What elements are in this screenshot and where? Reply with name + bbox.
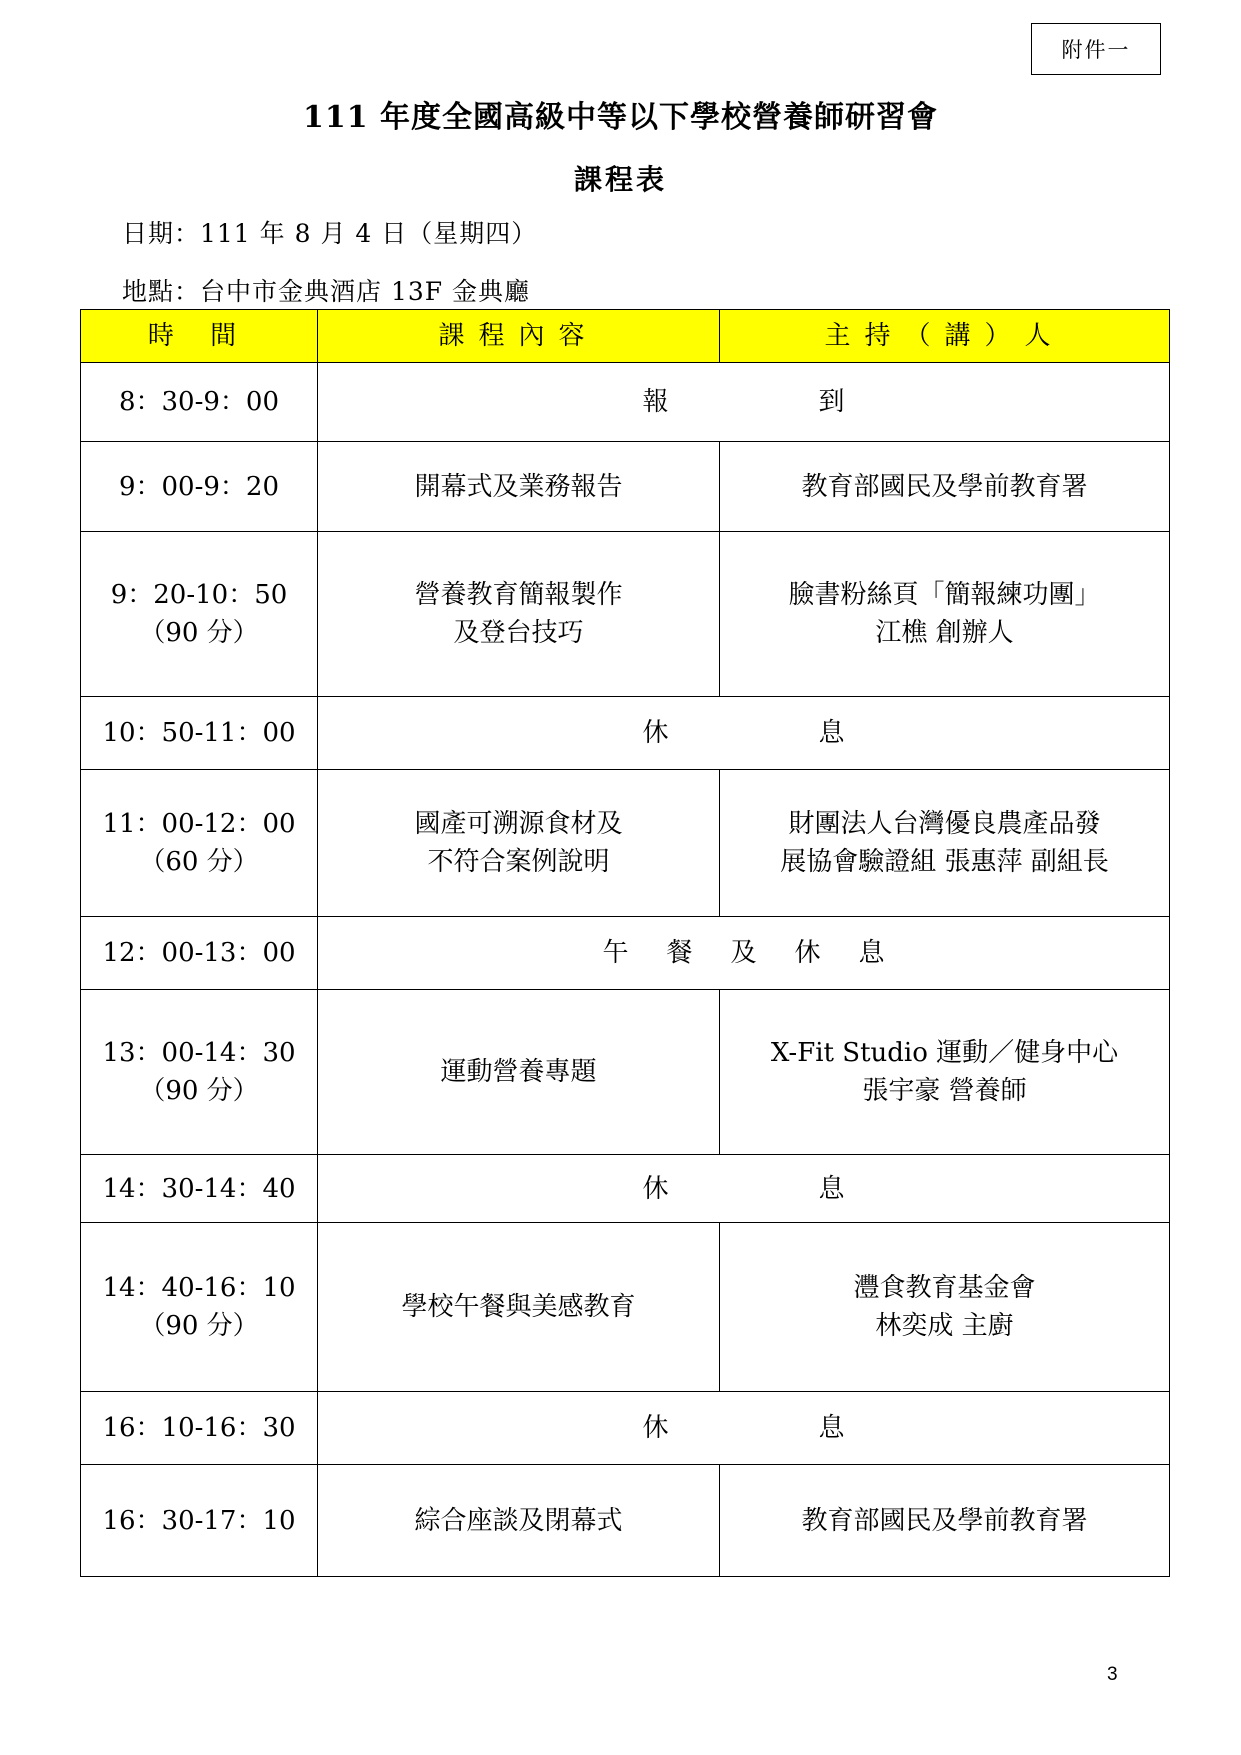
host-cell — [720, 770, 1170, 917]
table-row — [81, 697, 1170, 770]
host-cell — [720, 1223, 1170, 1392]
schedule-table — [80, 309, 1170, 1577]
merged-activity-cell: 休息 — [318, 1155, 1170, 1223]
table-row — [81, 917, 1170, 990]
host-text: 林奕成 主廚 — [875, 1311, 1014, 1341]
time-text: 16：30-17：10 — [102, 1505, 296, 1536]
course-text: 不符合案例說明 — [427, 847, 610, 877]
course-cell — [318, 1465, 720, 1577]
time-cell — [81, 917, 318, 990]
host-text: X-Fit Studio 運動／健身中心 — [770, 1038, 1119, 1068]
header-row — [81, 310, 1170, 363]
time-cell — [81, 363, 318, 442]
time-cell — [81, 532, 318, 697]
host-text: 臉書粉絲頁「簡報練功團」 — [788, 580, 1101, 610]
time-text: 14：40-16：10 — [102, 1273, 296, 1303]
time-cell — [81, 990, 318, 1155]
duration-text: （90 分） — [139, 618, 259, 648]
time-cell — [81, 1223, 318, 1392]
merged-activity-cell: 午餐及休息 — [318, 917, 1170, 990]
document-subtitle: 課程表 — [573, 163, 667, 196]
time-text: 16：10-16：30 — [102, 1413, 296, 1443]
time-text: 12：00-13：00 — [102, 938, 296, 968]
time-text: 11：00-12：00 — [102, 809, 296, 839]
schedule-body — [81, 363, 1170, 1577]
table-row — [81, 1155, 1170, 1223]
table-row — [81, 990, 1170, 1155]
time-text: 13：00-14：30 — [102, 1038, 296, 1068]
host-cell — [720, 990, 1170, 1155]
merged-activity-cell: 休息 — [318, 697, 1170, 770]
host-text: 灃食教育基金會 — [853, 1273, 1036, 1303]
host-text: 展協會驗證組 張惠萍 副組長 — [780, 847, 1109, 877]
course-cell — [318, 442, 720, 532]
time-text: 9：00-9：20 — [118, 471, 280, 502]
course-text: 學校午餐與美感教育 — [401, 1292, 636, 1322]
course-cell — [318, 990, 720, 1155]
time-cell — [81, 770, 318, 917]
host-text: 張宇豪 營養師 — [862, 1076, 1027, 1106]
host-text: 教育部國民及學前教育署 — [801, 1505, 1088, 1536]
table-row — [81, 1392, 1170, 1465]
time-text: 9：20-10：50 — [110, 580, 288, 610]
host-cell — [720, 532, 1170, 697]
table-row — [81, 1465, 1170, 1577]
course-text: 國產可溯源食材及 — [414, 809, 623, 839]
course-cell — [318, 532, 720, 697]
time-text: 10：50-11：00 — [102, 718, 296, 748]
host-text: 財團法人台灣優良農產品發 — [788, 809, 1101, 839]
course-text: 運動營養專題 — [440, 1057, 597, 1087]
table-row — [81, 442, 1170, 532]
duration-text: （60 分） — [139, 847, 259, 877]
attachment-label: 附件一 — [1031, 23, 1161, 75]
course-text: 營養教育簡報製作 — [414, 580, 623, 610]
host-cell — [720, 442, 1170, 532]
header-time: 時 間 — [81, 310, 318, 363]
time-cell — [81, 1465, 318, 1577]
table-row — [81, 770, 1170, 917]
host-text: 江樵 創辦人 — [875, 618, 1014, 648]
header-course: 課程內容 — [318, 310, 720, 363]
course-cell — [318, 1223, 720, 1392]
time-cell — [81, 697, 318, 770]
document-title: 111 年度全國高級中等以下學校營養師研習會 — [302, 100, 939, 135]
merged-activity-cell: 休息 — [318, 1392, 1170, 1465]
time-text: 8：30-9：00 — [118, 387, 280, 417]
course-text: 開幕式及業務報告 — [414, 471, 623, 502]
merged-activity-cell: 報到 — [318, 363, 1170, 442]
duration-text: （90 分） — [139, 1076, 259, 1106]
table-row — [81, 363, 1170, 442]
time-cell — [81, 1155, 318, 1223]
course-text: 綜合座談及閉幕式 — [414, 1505, 623, 1536]
host-text: 教育部國民及學前教育署 — [801, 471, 1088, 502]
host-cell — [720, 1465, 1170, 1577]
header-host: 主持（講）人 — [720, 310, 1170, 363]
table-row — [81, 1223, 1170, 1392]
duration-text: （90 分） — [139, 1311, 259, 1341]
course-text: 及登台技巧 — [453, 618, 584, 648]
time-cell — [81, 1392, 318, 1465]
course-cell — [318, 770, 720, 917]
table-row — [81, 532, 1170, 697]
place-line: 地點：台中市金典酒店 13F 金典廳 — [122, 277, 531, 306]
page-number: 3 — [1107, 1664, 1118, 1685]
time-text: 14：30-14：40 — [102, 1173, 296, 1204]
time-cell — [81, 442, 318, 532]
date-line: 日期：111 年 8 月 4 日（星期四） — [122, 219, 538, 248]
